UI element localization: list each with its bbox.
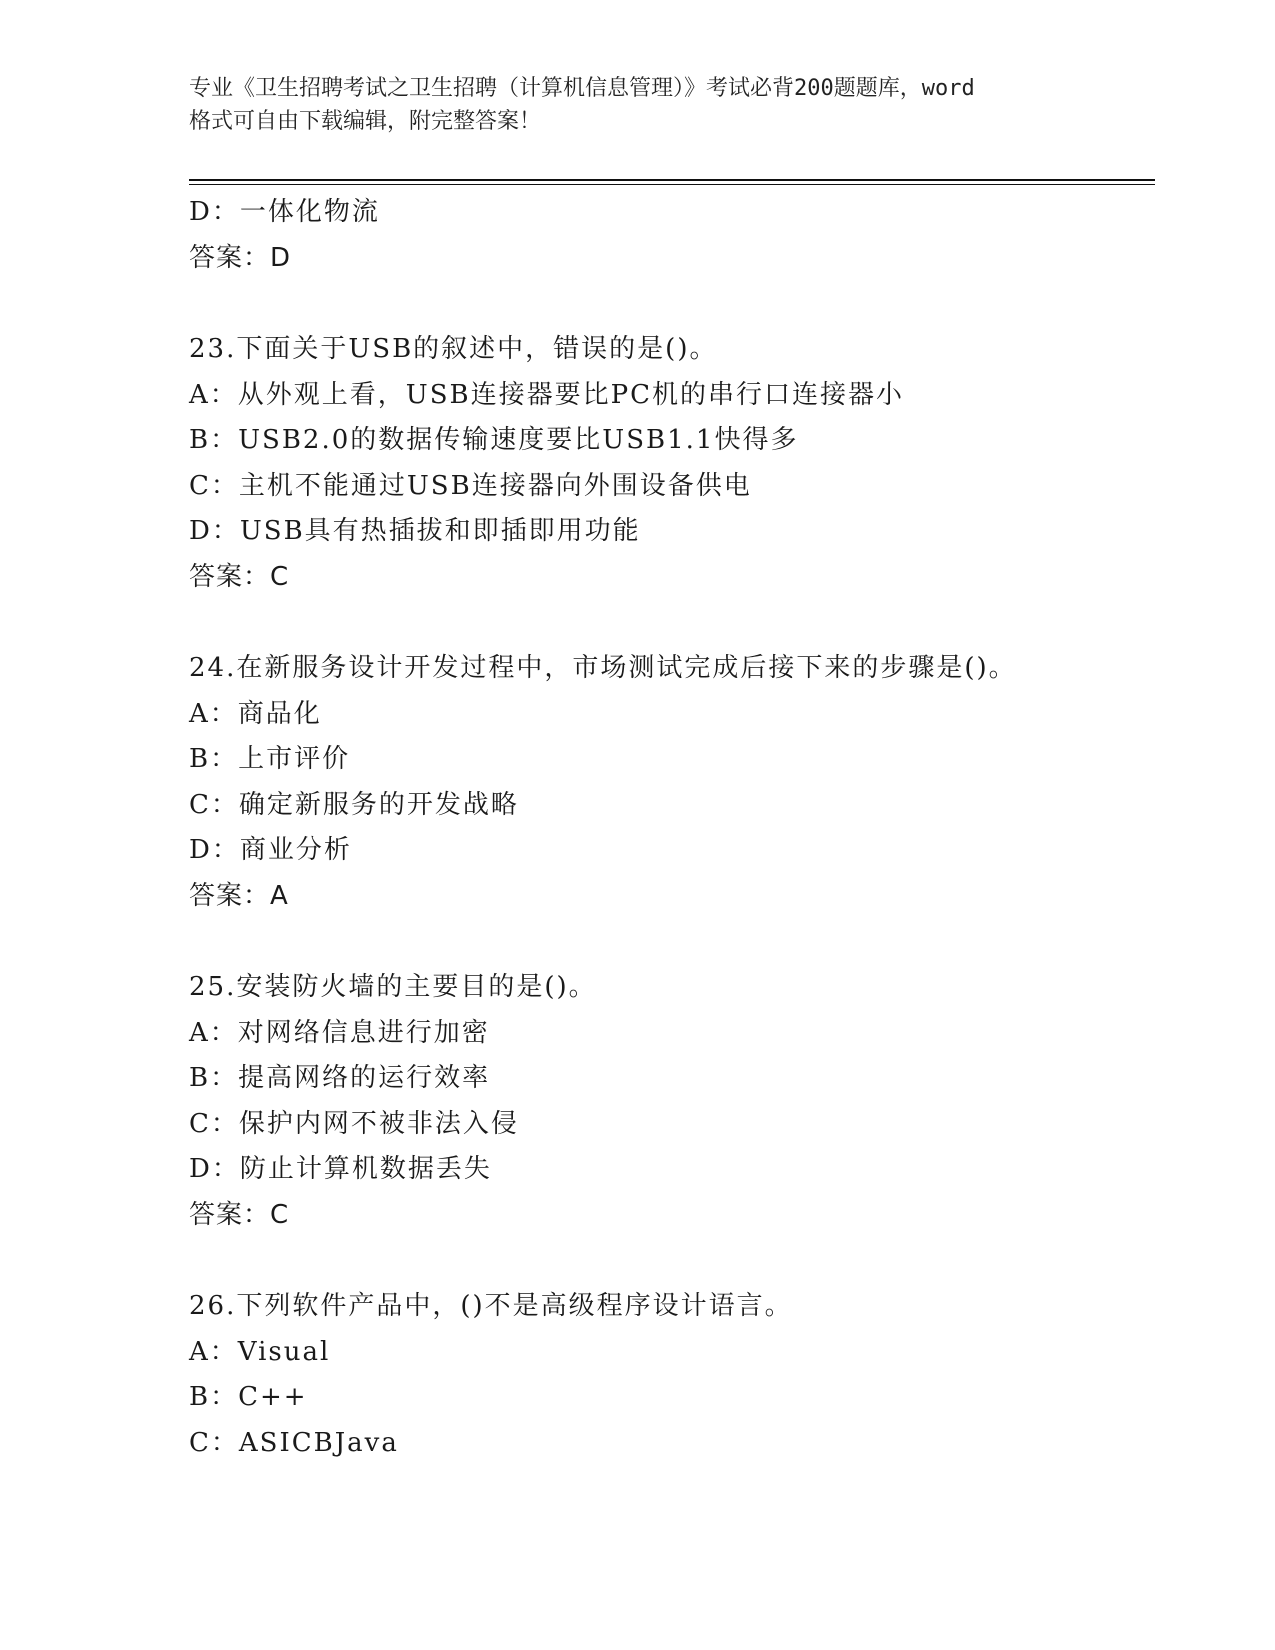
option-b: B：C++ xyxy=(189,1382,308,1412)
option-d: D：商业分析 xyxy=(189,835,352,865)
header-line-2: 格式可自由下载编辑，附完整答案！ xyxy=(189,109,542,134)
answer-line: 答案：C xyxy=(189,1199,290,1230)
option-a: A：对网络信息进行加密 xyxy=(189,1017,490,1048)
option-d: D：USB具有热插拔和即插即用功能 xyxy=(189,516,641,546)
option-c: C：主机不能通过USB连接器向外围设备供电 xyxy=(189,470,752,501)
option-b: B：提高网络的运行效率 xyxy=(189,1063,491,1093)
question-block-23 xyxy=(189,327,1155,600)
spacer xyxy=(189,919,1155,965)
option-d: D：一体化物流 xyxy=(189,197,380,227)
answer-line: 答案：D xyxy=(189,242,292,273)
answer-line: 答案：A xyxy=(189,880,289,911)
answer-line: 答案：C xyxy=(189,561,290,592)
document-header xyxy=(189,72,1089,138)
option-c: C：确定新服务的开发战略 xyxy=(189,789,519,820)
spacer xyxy=(189,281,1155,327)
option-a: A：Visual xyxy=(189,1336,331,1367)
spacer xyxy=(189,600,1155,646)
question-text: 25.安装防火墙的主要目的是()。 xyxy=(189,972,597,1002)
question-text: 23.下面关于USB的叙述中，错误的是()。 xyxy=(189,334,718,364)
header-divider-thick xyxy=(189,179,1155,181)
header-divider-thin xyxy=(189,184,1155,185)
spacer xyxy=(189,1238,1155,1284)
question-block-26 xyxy=(189,1284,1155,1466)
option-c: C：保护内网不被非法入侵 xyxy=(189,1108,519,1139)
option-d: D：防止计算机数据丢失 xyxy=(189,1154,492,1184)
question-block-25 xyxy=(189,965,1155,1238)
question-list xyxy=(189,190,1155,1466)
option-a: A：商品化 xyxy=(189,698,322,729)
question-text: 24.在新服务设计开发过程中，市场测试完成后接下来的步骤是()。 xyxy=(189,653,1017,683)
question-text: 26.下列软件产品中，()不是高级程序设计语言。 xyxy=(189,1291,793,1321)
option-c: C：ASICBJava xyxy=(189,1427,399,1458)
option-b: B：上市评价 xyxy=(189,744,351,774)
question-block-24 xyxy=(189,646,1155,919)
option-a: A：从外观上看，USB连接器要比PC机的串行口连接器小 xyxy=(189,379,904,410)
option-b: B：USB2.0的数据传输速度要比USB1.1快得多 xyxy=(189,425,799,455)
question-block-22 xyxy=(189,190,1155,281)
header-line-1: 专业《卫生招聘考试之卫生招聘（计算机信息管理）》考试必背200题题库，word xyxy=(189,76,975,101)
